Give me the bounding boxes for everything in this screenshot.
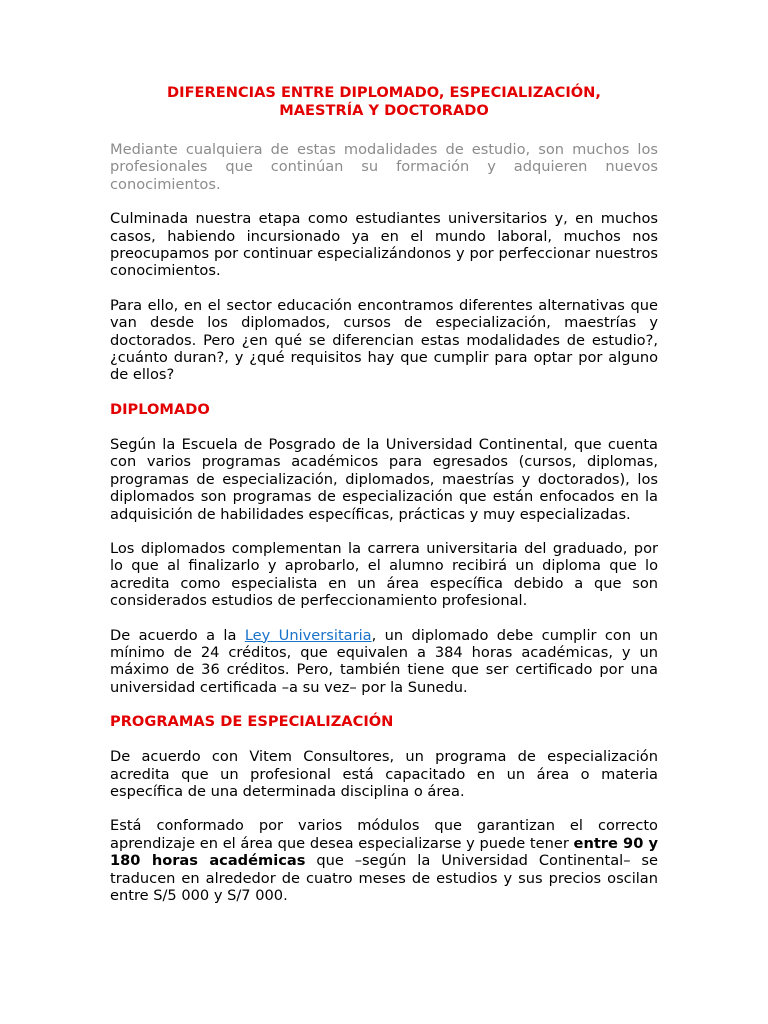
document-page [110, 84, 658, 921]
heading-programas-especializacion: PROGRAMAS DE ESPECIALIZACIÓN [110, 713, 394, 731]
paragraph-especializacion-2 [110, 817, 658, 904]
paragraph-culminada: Culminada nuestra etapa como estudiantes universitarios y, en muchos casos, habiendo incursionado ya en el mundo laboral, muchos nos preocupamos por continuar especializándonos y por perfeccionar nuestros conocimientos. [110, 210, 658, 280]
paragraph-diplomado-2: Los diplomados complementan la carrera universitaria del graduado, por lo que al finalizarlo y aprobarlo, el alumno recibirá un diploma que lo acredita como especialista en un área específica debido a que son considerados estudios de perfeccionamiento profesional. [110, 539, 658, 610]
document-title [110, 84, 658, 120]
horas-academicas-bold: entre 90 y 180 horas académicas [110, 834, 659, 870]
paragraph-diplomado-3-after: , un diplomado debe cumplir con un mínimo de 24 créditos, que equivalen a 384 horas académicas, y un máximo de 36 créditos. Pero, también tiene que ser certificado por una universidad certificada –a su vez– por la Sunedu. [110, 626, 658, 696]
paragraph-especializacion-2-before: Está conformado por varios módulos que garantizan el correcto aprendizaje en el área que desea especializarse y puede tener [110, 817, 658, 852]
intro-paragraph: Mediante cualquiera de estas modalidades de estudio, son muchos los profesionales que continúan su formación y adquieren nuevos conocimientos. [110, 141, 658, 193]
heading-diplomado: DIPLOMADO [110, 400, 210, 418]
paragraph-diplomado-3-before: De acuerdo a la [110, 626, 245, 644]
paragraph-especializacion-2-after: que –según la Universidad Continental– se traducen en alrededor de cuatro meses de estudios y sus precios oscilan entre S/5 000 y S/7 000. [110, 852, 658, 904]
paragraph-para-ello: Para ello, en el sector educación encontramos diferentes alternativas que van desde los diplomados, cursos de especialización, maestrías y doctorados. Pero ¿en qué se diferencian estas modalidades de estudio?, ¿cuánto duran?, y ¿qué requisitos hay que cumplir para optar por alguno de ellos? [110, 296, 658, 384]
ley-universitaria-link[interactable]: Ley Universitaria [244, 626, 372, 644]
paragraph-diplomado-3 [110, 627, 658, 697]
title-line-2: MAESTRÍA Y DOCTORADO [279, 102, 489, 119]
paragraph-especializacion-1: De acuerdo con Vitem Consultores, un programa de especialización acredita que un profesional está capacitado en un área o materia específica de una determinada disciplina o área. [110, 748, 658, 800]
title-line-1: DIFERENCIAS ENTRE DIPLOMADO, ESPECIALIZACIÓN, [167, 84, 601, 101]
paragraph-diplomado-1: Según la Escuela de Posgrado de la Universidad Continental, que cuenta con varios programas académicos para egresados (cursos, diplomas, programas de especialización, diplomados, maestrías y doctorados), los diplomados son programas de especialización que están enfocados en la adquisición de habilidades específicas, prácticas y muy especializadas. [110, 435, 658, 523]
